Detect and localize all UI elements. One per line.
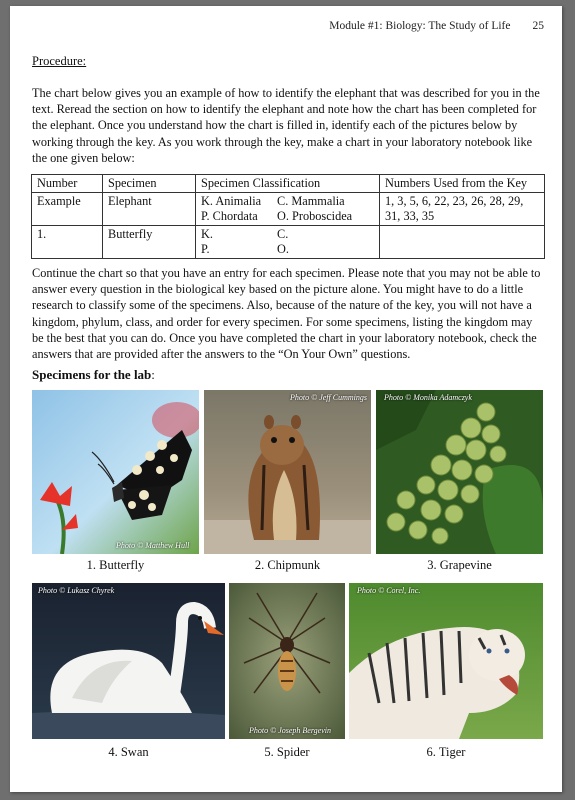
specimen-caption: 2. Chipmunk <box>254 558 321 572</box>
order-value: O. <box>277 242 289 256</box>
phylum-value: P. Chordata <box>201 209 258 223</box>
class-value: C. Mammalia <box>277 194 345 208</box>
table-header-row <box>32 175 545 193</box>
specimens-heading-colon: : <box>151 367 155 382</box>
specimen-caption: 4. Swan <box>108 745 149 759</box>
cell-numbers-used: 1, 3, 5, 6, 22, 23, 26, 28, 29, 31, 33, 35 <box>380 193 545 226</box>
page-header <box>329 20 544 32</box>
cell-number: 1. <box>32 226 103 259</box>
swan-photo <box>32 583 225 739</box>
specimen-caption: 3. Grapevine <box>427 558 492 572</box>
header-number: Number <box>32 175 103 193</box>
specimen-caption: 1. Butterfly <box>86 558 145 572</box>
cell-specimen: Butterfly <box>103 226 196 259</box>
intro-paragraph: The chart below gives you an example of how to identify the elephant that was described for you in the text. Reread the section on how to identify the elephant and note how the chart has been completed for the elephant. Once you understand how the chart is filled in, identify each of the pictures below by working through the key. As you work through the key, make a chart in your laboratory notebook like the one given below: <box>32 86 540 165</box>
cell-classification <box>196 226 380 259</box>
kingdom-value: K. <box>201 227 213 241</box>
class-value: C. <box>277 227 289 241</box>
page-number: 25 <box>532 20 544 32</box>
kingdom-value: K. Animalia <box>201 194 262 208</box>
textbook-page <box>10 6 562 792</box>
order-value: O. Proboscidea <box>277 209 353 223</box>
photo-credit: Photo © Jeff Cummings <box>290 393 367 402</box>
header-classification: Specimen Classification <box>196 175 380 193</box>
classification-table <box>31 174 545 259</box>
header-numbers-used: Numbers Used from the Key <box>380 175 545 193</box>
photo-credit: Photo © Corel, Inc. <box>357 586 421 595</box>
photo-credit: Photo © Lukasz Chyrek <box>38 586 115 595</box>
tiger-photo <box>349 583 543 739</box>
table-row <box>32 193 545 226</box>
photo-credit: Photo © Joseph Bergevin <box>249 726 331 735</box>
cell-numbers-used <box>380 226 545 259</box>
module-title: Module #1: Biology: The Study of Life <box>329 20 511 32</box>
cell-specimen: Elephant <box>103 193 196 226</box>
photo-credit: Photo © Monika Adamczyk <box>384 393 472 402</box>
butterfly-photo <box>32 390 199 554</box>
header-specimen: Specimen <box>103 175 196 193</box>
specimens-heading <box>32 367 155 383</box>
specimen-caption: 6. Tiger <box>426 745 466 759</box>
photo-credit: Photo © Matthew Hull <box>116 541 190 550</box>
cell-number: Example <box>32 193 103 226</box>
cell-classification <box>196 193 380 226</box>
chipmunk-photo <box>204 390 371 554</box>
specimens-heading-text: Specimens for the lab <box>32 367 152 382</box>
table-row <box>32 226 545 259</box>
spider-photo <box>229 583 345 739</box>
grapevine-photo <box>376 390 543 554</box>
procedure-heading: Procedure: <box>32 54 87 68</box>
continue-paragraph: Continue the chart so that you have an entry for each specimen. Please note that you may not be able to answer every question in the biological key based on the picture alone. You might have to do a little research to classify some of the specimens. Also, because of the nature of the key, you will not have a kingdom, phylum, class, and order for every specimen. For some specimens, listing the kingdom may be the best that you can do. Once you have completed the chart in your laboratory notebook, check the answers that are provided after the answers to the “On Your Own” questions. <box>32 266 541 362</box>
specimen-caption: 5. Spider <box>264 745 310 759</box>
phylum-value: P. <box>201 242 210 256</box>
